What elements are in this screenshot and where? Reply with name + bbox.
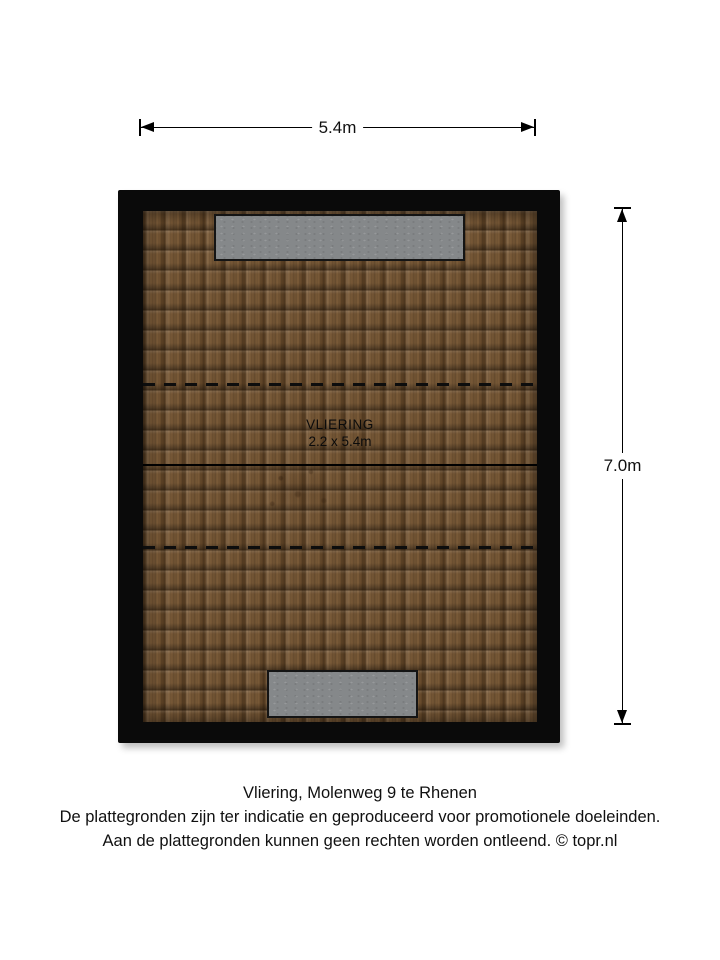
arrow-up-icon bbox=[617, 209, 627, 222]
arrow-left-icon bbox=[141, 122, 154, 132]
caption-disclaimer-1: De plattegronden zijn ter indicatie en geproduceerd voor promotionele doeleinden. bbox=[59, 808, 661, 826]
arrow-down-icon bbox=[617, 710, 627, 723]
caption bbox=[0, 781, 720, 853]
room-name: VLIERING bbox=[306, 417, 374, 432]
room-size: 2.2 x 5.4m bbox=[308, 434, 372, 449]
roof-window-top bbox=[214, 214, 465, 261]
roof-window-bottom bbox=[267, 670, 418, 718]
arrow-right-icon bbox=[521, 122, 534, 132]
width-dimension-label: 5.4m bbox=[312, 118, 364, 138]
roof-ridge-line bbox=[143, 464, 537, 466]
dimension-endbar-right bbox=[534, 119, 536, 136]
roof-tiles bbox=[143, 211, 537, 722]
room-label bbox=[143, 417, 537, 450]
caption-title: Vliering, Molenweg 9 te Rhenen bbox=[243, 784, 477, 802]
width-dimension bbox=[139, 119, 536, 136]
roof-dashed-line-upper bbox=[143, 383, 537, 386]
height-dimension-label: 7.0m bbox=[602, 453, 644, 479]
roof-stain bbox=[255, 459, 341, 523]
height-dimension bbox=[603, 207, 642, 725]
caption-disclaimer-2: Aan de plattegronden kunnen geen rechten worden ontleend. © topr.nl bbox=[102, 832, 618, 850]
dimension-endbar-bottom bbox=[614, 723, 631, 725]
floorplan-frame bbox=[118, 190, 560, 743]
roof-dashed-line-lower bbox=[143, 546, 537, 549]
